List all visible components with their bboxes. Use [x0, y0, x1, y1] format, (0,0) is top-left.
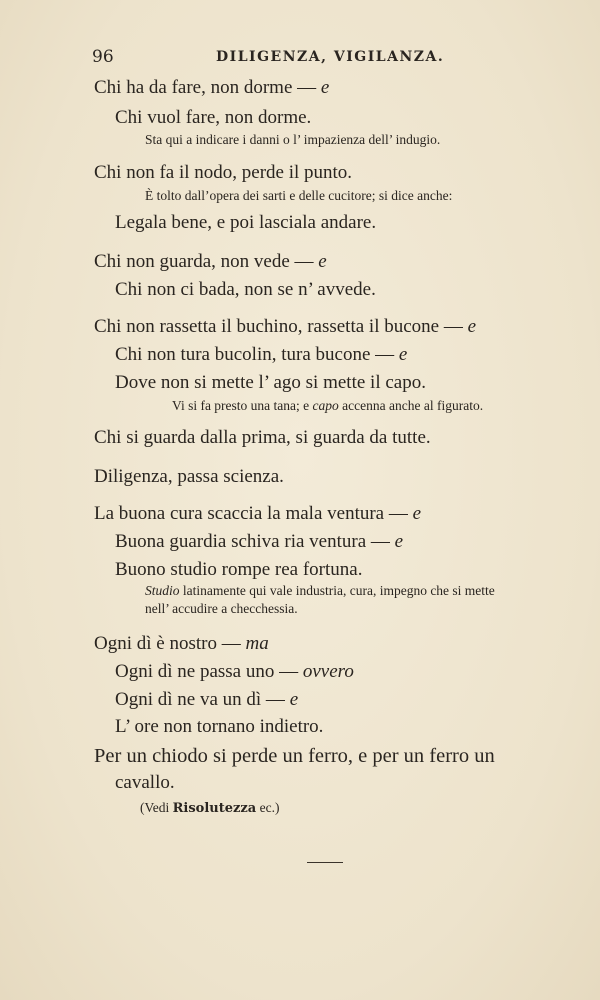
proverb-line: L’ ore non tornano indietro. — [115, 716, 324, 737]
page-number: 96 — [92, 47, 114, 67]
note-text: Vi si fa presto una tana; e — [172, 398, 310, 413]
note-line — [172, 398, 483, 414]
note-line: È tolto dall’opera dei sarti e delle cucitore; si dice anche: — [145, 188, 453, 203]
proverb-line — [115, 531, 403, 553]
proverb-line: Chi vuol fare, non dorme. — [115, 107, 312, 128]
note-line: nell’ accudire a checchessia. — [145, 601, 298, 616]
bold-reference: Risolutezza — [172, 801, 257, 816]
proverb-text: Ogni dì ne va un dì — — [115, 689, 285, 710]
conjunction: ovvero — [302, 661, 354, 682]
italic-word: Studio — [145, 583, 180, 598]
conjunction: ma — [245, 633, 269, 654]
italic-word: capo — [312, 398, 339, 413]
note-line: Sta qui a indicare i danni o l’ impazienza dell’ indugio. — [145, 132, 441, 147]
proverb-line — [94, 316, 476, 338]
proverb-text: Chi non guarda, non vede — — [94, 251, 314, 272]
proverb-line — [115, 661, 354, 683]
proverb-line: Buono studio rompe rea fortuna. — [115, 559, 363, 580]
proverb-line: Legala bene, e poi lasciala andare. — [115, 212, 377, 233]
conjunction: e — [394, 531, 404, 552]
note-line — [145, 583, 495, 599]
proverb-line: cavallo. — [115, 772, 175, 793]
note-text: (Vedi — [140, 800, 170, 815]
conjunction: e — [398, 344, 408, 365]
proverb-text: Buona guardia schiva ria ventura — — [115, 531, 390, 552]
proverb-line — [115, 344, 407, 366]
proverb-text: Ogni dì ne passa uno — — [115, 661, 299, 682]
proverb-line: Dove non si mette l’ ago si mette il capo. — [115, 372, 426, 393]
proverb-line: Diligenza, passa scienza. — [94, 466, 284, 487]
note-text: latinamente qui vale industria, cura, impegno che si mette — [182, 583, 495, 598]
proverb-line: Per un chiodo si perde un ferro, e per un ferro un — [94, 745, 495, 767]
proverb-line: Chi non fa il nodo, perde il punto. — [94, 162, 353, 183]
proverb-line — [94, 503, 421, 525]
proverb-text: La buona cura scaccia la mala ventura — — [94, 503, 408, 524]
proverb-line: Chi si guarda dalla prima, si guarda da tutte. — [94, 427, 431, 448]
proverb-text: Chi non rassetta il buchino, rassetta il bucone — — [94, 316, 463, 337]
conjunction: e — [289, 689, 299, 710]
proverb-line — [115, 689, 298, 711]
conjunction: e — [467, 316, 477, 337]
proverb-line: Chi non ci bada, non se n’ avvede. — [115, 279, 376, 300]
proverb-line — [94, 77, 329, 99]
proverb-line — [94, 251, 327, 273]
cross-reference — [140, 800, 279, 816]
proverb-text: Chi ha da fare, non dorme — — [94, 77, 317, 98]
proverb-text: Ogni dì è nostro — — [94, 633, 241, 654]
proverb-text: Chi non tura bucolin, tura bucone — — [115, 344, 395, 365]
note-text: accenna anche al figurato. — [342, 398, 484, 413]
note-text: ec.) — [259, 800, 280, 815]
end-rule — [307, 862, 343, 863]
running-title: DILIGENZA, VIGILANZA. — [216, 49, 445, 65]
proverb-line — [94, 633, 269, 655]
conjunction: e — [320, 77, 330, 98]
conjunction: e — [412, 503, 422, 524]
conjunction: e — [318, 251, 327, 272]
